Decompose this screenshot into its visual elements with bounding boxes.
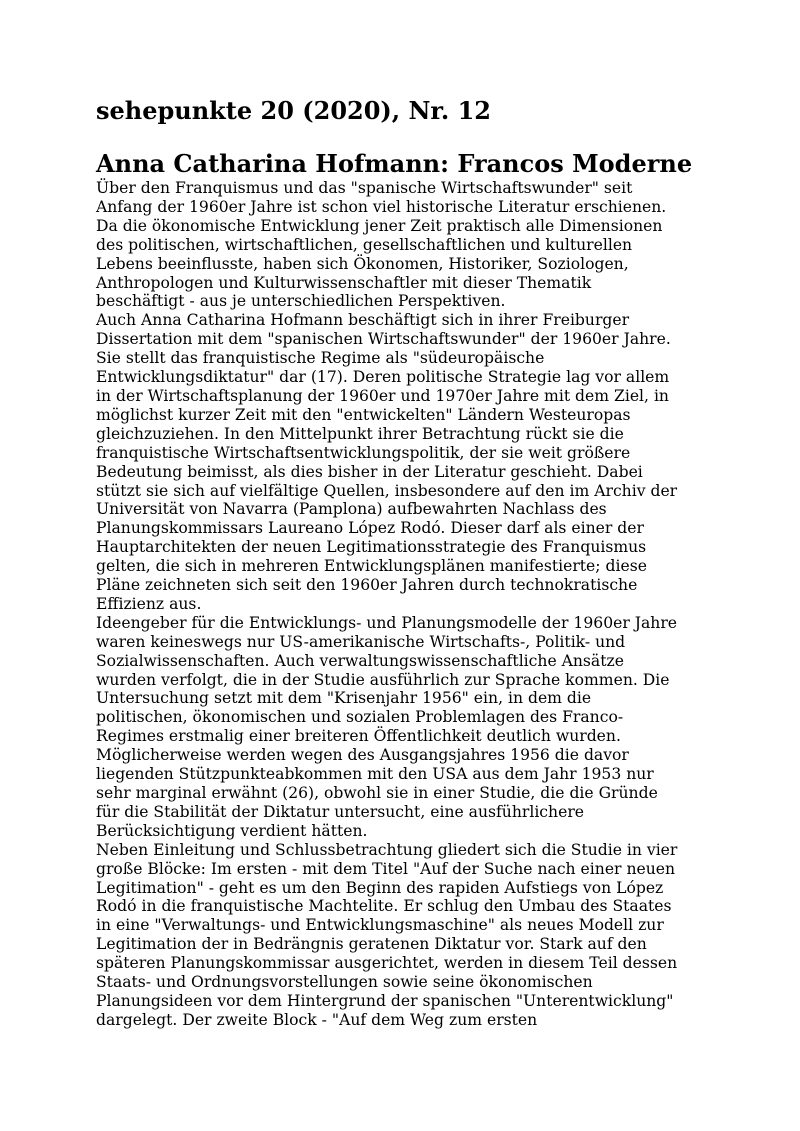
paragraph-line: Berücksichtigung verdient hätten. <box>96 821 368 840</box>
paragraph-line: Sozialwissenschaften. Auch verwaltungswissenschaftliche Ansätze <box>96 651 624 670</box>
review-body <box>96 179 706 1030</box>
journal-header: sehepunkte 20 (2020), Nr. 12 <box>96 96 491 125</box>
paragraph <box>96 614 706 841</box>
paragraph-line: große Blöcke: Im ersten - mit dem Titel "Auf der Suche nach einer neuen <box>96 859 676 878</box>
paragraph-line: beschäftigt - aus je unterschiedlichen Perspektiven. <box>96 292 506 311</box>
paragraph <box>96 179 706 311</box>
paragraph-line: sehr marginal erwähnt (26), obwohl sie in einer Studie, die die Gründe <box>96 784 658 802</box>
paragraph-line: Rodó in die franquistische Machtelite. Er schlug den Umbau des Staates <box>96 897 672 916</box>
paragraph-line: in eine "Verwaltungs- und Entwicklungsmaschine" als neues Modell zur <box>96 916 664 935</box>
paragraph-line: Universität von Navarra (Pamplona) aufbewahrten Nachlass des <box>96 500 607 519</box>
paragraph-line: dargelegt. Der zweite Block - "Auf dem Weg zum ersten <box>96 1010 538 1029</box>
paragraph-line: Über den Franquismus und das "spanische Wirtschaftswunder" seit <box>96 179 633 197</box>
paragraph-line: Auch Anna Catharina Hofmann beschäftigt sich in ihrer Freiburger <box>96 311 630 330</box>
paragraph-line: Planungsideen vor dem Hintergrund der spanischen "Unterentwicklung" <box>96 991 674 1010</box>
paragraph-line: Da die ökonomische Entwicklung jener Zeit praktisch alle Dimensionen <box>96 216 663 235</box>
paragraph-line: späteren Planungskommissar ausgerichtet, werden in diesem Teil dessen <box>96 954 678 973</box>
paragraph-line: liegenden Stützpunkteabkommen mit den USA aus dem Jahr 1953 nur <box>96 765 654 784</box>
paragraph-line: politischen, ökonomischen und sozialen Problemlagen des Franco- <box>96 708 624 727</box>
paragraph-line: Hauptarchitekten der neuen Legitimationsstrategie des Franquismus <box>96 538 647 557</box>
paragraph-line: Möglicherweise werden wegen des Ausgangsjahres 1956 die davor <box>96 746 629 765</box>
paragraph-line: Neben Einleitung und Schlussbetrachtung gliedert sich die Studie in vier <box>96 840 678 859</box>
review-title: Anna Catharina Hofmann: Francos Moderne <box>96 149 693 178</box>
paragraph-line: Regimes erstmalig einer breiteren Öffentlichkeit deutlich wurden. <box>96 727 621 746</box>
paragraph-line: Untersuchung setzt mit dem "Krisenjahr 1956" ein, in dem die <box>96 689 592 708</box>
paragraph-line: des politischen, wirtschaftlichen, gesellschaftlichen und kulturellen <box>96 235 633 254</box>
paragraph-line: stützt sie sich auf vielfältige Quellen, insbesondere auf den im Archiv der <box>96 481 678 500</box>
paragraph-line: Legitimation der in Bedrängnis geratenen Diktatur vor. Stark auf den <box>96 935 647 954</box>
paragraph-line: gelten, die sich in mehreren Entwicklungsplänen manifestierte; diese <box>96 557 647 576</box>
paragraph-line: Staats- und Ordnungsvorstellungen sowie seine ökonomischen <box>96 973 593 992</box>
paragraph-line: möglichst kurzer Zeit mit den "entwickelten" Ländern Westeuropas <box>96 405 631 424</box>
paragraph-line: Effizienz aus. <box>96 594 202 613</box>
paragraph-line: Dissertation mit dem "spanischen Wirtschaftswunder" der 1960er Jahre. <box>96 330 671 349</box>
paragraph-line: Legitimation" - geht es um den Beginn des rapiden Aufstiegs von López <box>96 878 664 897</box>
document-page <box>96 96 706 1030</box>
paragraph-line: Pläne zeichneten sich seit den 1960er Jahren durch technokratische <box>96 576 638 595</box>
paragraph-line: für die Stabilität der Diktatur untersucht, eine ausführlichere <box>96 802 584 821</box>
paragraph <box>96 841 706 1030</box>
paragraph-line: Sie stellt das franquistische Regime als "südeuropäische <box>96 349 545 368</box>
paragraph-line: Lebens beeinflusste, haben sich Ökonomen, Historiker, Soziologen, <box>96 254 629 273</box>
paragraph-line: waren keineswegs nur US-amerikanische Wirtschafts-, Politik- und <box>96 632 626 651</box>
paragraph-line: Anfang der 1960er Jahre ist schon viel historische Literatur erschienen. <box>96 197 667 216</box>
paragraph-line: Anthropologen und Kulturwissenschaftler mit dieser Thematik <box>96 273 592 292</box>
paragraph-line: Ideengeber für die Entwicklungs- und Planungsmodelle der 1960er Jahre <box>96 613 678 632</box>
paragraph-line: gleichzuziehen. In den Mittelpunkt ihrer Betrachtung rückt sie die <box>96 424 624 443</box>
paragraph <box>96 311 706 614</box>
paragraph-line: franquistische Wirtschaftsentwicklungspolitik, der sie weit größere <box>96 443 631 462</box>
paragraph-line: Planungskommissars Laureano López Rodó. Dieser darf als einer der <box>96 519 644 538</box>
paragraph-line: in der Wirtschaftsplanung der 1960er und 1970er Jahre mit dem Ziel, in <box>96 386 669 405</box>
paragraph-line: Bedeutung beimisst, als dies bisher in der Literatur geschieht. Dabei <box>96 462 643 481</box>
paragraph-line: Entwicklungsdiktatur" dar (17). Deren politische Strategie lag vor allem <box>96 368 670 387</box>
paragraph-line: wurden verfolgt, die in der Studie ausführlich zur Sprache kommen. Die <box>96 670 670 689</box>
